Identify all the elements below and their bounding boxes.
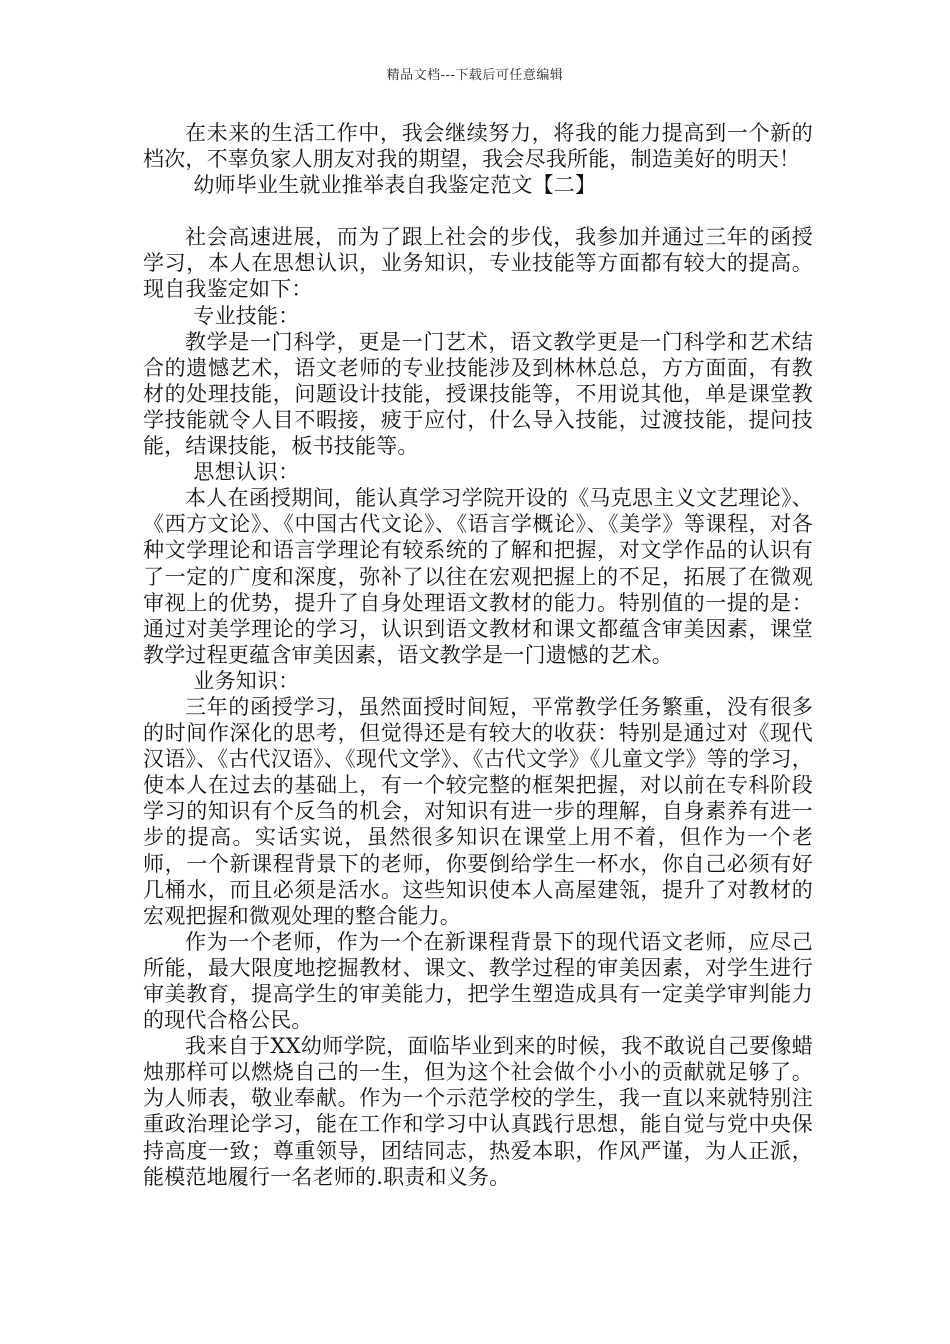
- paragraph-business-knowledge: 三年的函授学习，虽然面授时间短，平常教学任务繁重，没有很多的时间作深化的思考，但觉得还是有较大的收获：特别是通过对《现代汉语》、《古代汉语》、《现代文学》、《古代文学》《儿童文学》等的学习，使本人在过去的基础上，有一个较完整的框架把握，对以前在专科阶段学习的知识有个反刍的机会，对知识有进一步的理解，自身素养有进一步的提高。实话实说，虽然很多知识在课堂上用不着，但作为一个老师，一个新课程背景下的老师，你要倒给学生一杯水，你自己必须有好几桶水，而且必须是活水。这些知识使本人高屋建瓴，提升了对教材的宏观把握和微观处理的整合能力。: [143, 694, 813, 928]
- section-title: 幼师毕业生就业推举表自我鉴定范文【二】: [193, 173, 597, 198]
- paragraph-self-statement: 我来自于XX幼师学院，面临毕业到来的时候，我不敢说自己要像蜡烛那样可以燃烧自己的一生，但为这个社会做个小小的贡献就足够了。为人师表，敬业奉献。作为一个示范学校的学生，我一直以来就特别注重政治理论学习，能在工作和学习中认真践行思想，能自觉与党中央保持高度一致；尊重领导，团结同志，热爱本职，作风严谨，为人正派，能模范地履行一名老师的.职责和义务。: [143, 1034, 813, 1189]
- paragraph-professional-skills: 教学是一门科学，更是一门艺术，语文教学更是一门科学和艺术结合的遗憾艺术，语文老师的专业技能涉及到林林总总，方方面面，有教材的处理技能，问题设计技能，授课技能等，不用说其他，单是课堂教学技能就令人目不暇接，疲于应付，什么导入技能，过渡技能，提问技能，结课技能，板书技能等。: [143, 329, 813, 459]
- paragraph-teacher-role: 作为一个老师，作为一个在新课程背景下的现代语文老师，应尽己所能，最大限度地挖掘教材、课文、教学过程的审美因素，对学生进行审美教育，提高学生的审美能力，把学生塑造成具有一定美学审判能力的现代合格公民。: [143, 929, 813, 1033]
- subheading-professional-skills: 专业技能：: [193, 303, 300, 328]
- page-header: 精品文档---下载后可任意编辑: [386, 68, 564, 83]
- paragraph-intro: 社会高速进展，而为了跟上社会的步伐，我参加并通过三年的函授学习，本人在思想认识，业务知识，专业技能等方面都有较大的提高。现自我鉴定如下：: [143, 225, 813, 302]
- subheading-business-knowledge: 业务知识：: [193, 668, 300, 693]
- paragraph-closing: 在未来的生活工作中，我会继续努力，将我的能力提高到一个新的档次，不辜负家人朋友对我的期望，我会尽我所能，制造美好的明天！: [143, 121, 813, 172]
- document-body: [143, 120, 813, 1190]
- subheading-ideology: 思想认识：: [193, 460, 300, 485]
- paragraph-ideology: 本人在函授期间，能认真学习学院开设的《马克思主义文艺理论》、《西方文论》、《中国古代文论》、《语言学概论》、《美学》等课程，对各种文学理论和语言学理论有较系统的了解和把握，对文学作品的认识有了一定的广度和深度，弥补了以往在宏观把握上的不足，拓展了在微观审视上的优势，提升了自身处理语文教材的能力。特别值的一提的是：通过对美学理论的学习，认识到语文教材和课文都蕴含审美因素，课堂教学过程更蕴含审美因素，语文教学是一门遗憾的艺术。: [143, 486, 813, 667]
